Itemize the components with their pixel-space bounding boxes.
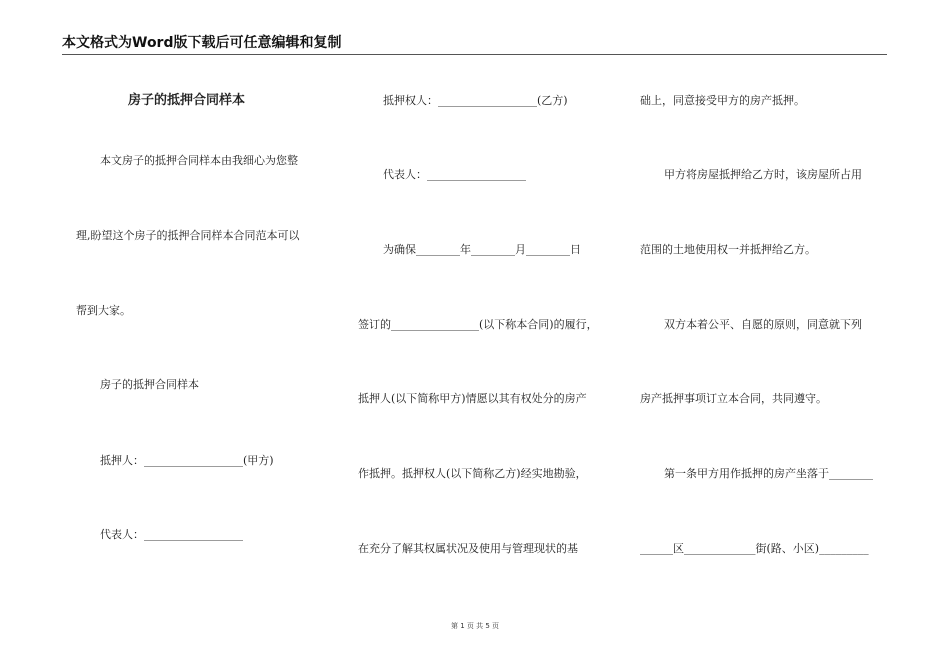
right-line-6: ______区_____________街(路、小区)_________ (640, 542, 869, 555)
left-line-2: 理,盼望这个房子的抵押合同样本合同范本可以 (76, 229, 300, 242)
mortgagor-representative-field: 代表人：__________________ (100, 528, 243, 541)
mortgagee-field: 抵押权人：__________________(乙方) (383, 94, 568, 107)
mortgagee-representative-field: 代表人：__________________ (383, 168, 526, 181)
right-line-1: 甲方将房屋抵押给乙方时，该房屋所占用 (664, 168, 862, 181)
page-number: 第 1 页 共 5 页 (450, 622, 500, 630)
left-line-3: 帮到大家。 (76, 304, 131, 317)
left-line-4: 房子的抵押合同样本 (100, 378, 199, 391)
mortgagor-field: 抵押人：__________________(甲方) (100, 454, 274, 467)
right-line-5: 第一条甲方用作抵押的房产坐落于________ (664, 467, 873, 480)
middle-line-6: 在充分了解其权属状况及使用与管理现状的基 (358, 542, 578, 555)
right-line-3: 双方本着公平、自愿的原则，同意就下列 (664, 318, 862, 331)
right-line-4: 房产抵押事项订立本合同，共同遵守。 (640, 392, 827, 405)
page-footer (0, 621, 950, 631)
right-line-0: 础上，同意接受甲方的房产抵押。 (640, 94, 805, 107)
document-header (62, 34, 887, 55)
middle-line-3: 签订的________________(以下称本合同)的履行， (358, 318, 598, 331)
right-line-2: 范围的土地使用权一并抵押给乙方。 (640, 243, 816, 256)
middle-line-5: 作抵押。抵押权人(以下简称乙方)经实地勘验， (358, 467, 587, 480)
left-line-1: 本文房子的抵押合同样本由我细心为您整 (100, 154, 298, 167)
middle-line-2: 为确保________年________月________日 (383, 243, 581, 256)
middle-line-4: 抵押人(以下简称甲方)情愿以其有权处分的房产 (358, 392, 587, 405)
contract-title: 房子的抵押合同样本 (128, 93, 246, 108)
header-title: 本文格式为Word版下载后可任意编辑和复制 (62, 35, 342, 51)
